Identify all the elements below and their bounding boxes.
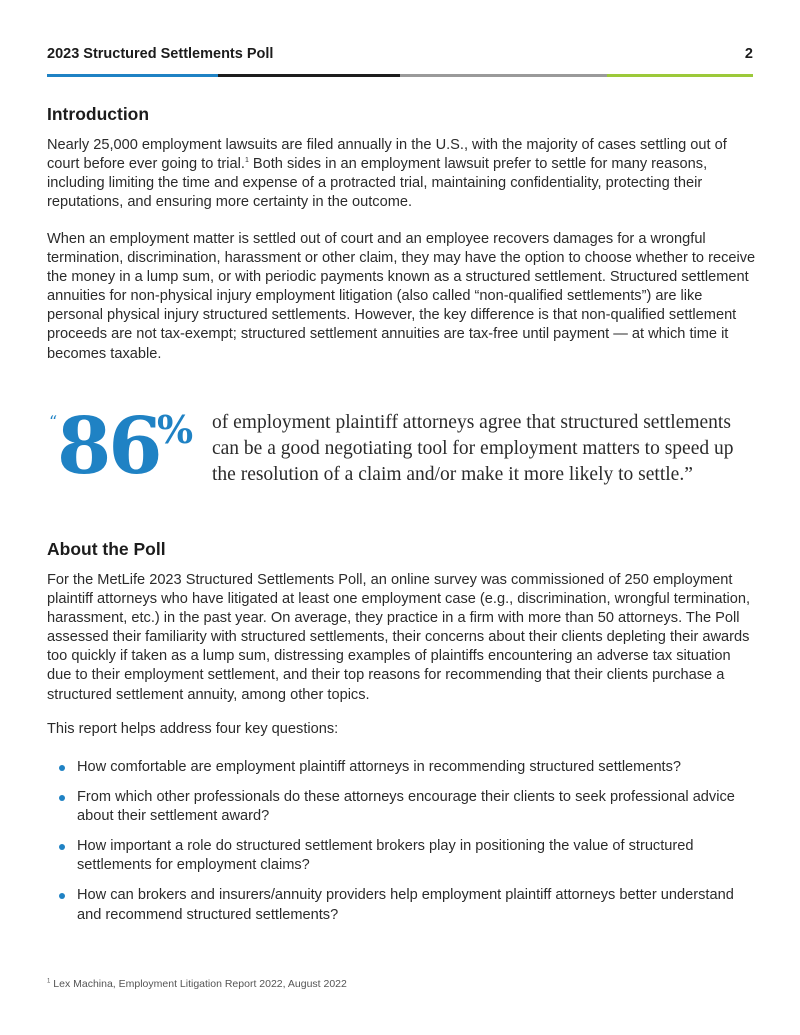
introduction-heading: Introduction bbox=[47, 104, 150, 124]
rule-segment-green bbox=[607, 74, 753, 77]
question-text: How can brokers and insurers/annuity providers help employment plaintiff attorneys better understand and recommend structured settlements? bbox=[77, 887, 734, 923]
intro-p1-text-a: Nearly 25,000 employment lawsuits are filed annually in the U.S., with the majority of cases settling out of court before ever going to trial. bbox=[47, 137, 727, 173]
page-number: 2 bbox=[744, 46, 753, 62]
list-item bbox=[47, 788, 753, 826]
rule-segment-gray bbox=[400, 74, 607, 77]
report-title: 2023 Structured Settlements Poll bbox=[47, 46, 274, 62]
about-paragraph-2: This report helps address four key questions: bbox=[47, 721, 339, 737]
bullet-icon bbox=[59, 765, 65, 771]
introduction-paragraph-1 bbox=[47, 136, 757, 212]
introduction-paragraph-2: When an employment matter is settled out of court and an employee recovers damages for a wrongful termination, discrimination, harassment or other claim, they may have the option to choose whether to receive the money in a lump sum, or with periodic payments known as a structured settlement. Structured settlement annuities for non-physical injury employment litigation (also called “non-qualified settlements”) are like personal physical injury structured settlements. However, the key difference is that non-qualified settlement proceeds are not tax-exempt; structured settlement annuities are tax-free until payment — at which time it becomes taxable. bbox=[47, 231, 756, 362]
bullet-icon bbox=[59, 844, 65, 850]
key-questions-list bbox=[47, 758, 753, 936]
question-text: From which other professionals do these attorneys encourage their clients to seek professional advice about their settlement award? bbox=[77, 789, 735, 825]
stat-number: 86 bbox=[57, 401, 160, 492]
footnote-reference: 1 bbox=[244, 157, 249, 165]
footnote-text: Lex Machina, Employment Litigation Report 2022, August 2022 bbox=[50, 978, 347, 990]
list-item bbox=[47, 886, 753, 924]
question-text: How comfortable are employment plaintiff attorneys in recommending structured settlements? bbox=[77, 759, 682, 775]
footnote bbox=[47, 978, 347, 990]
stat-percent-sign: % bbox=[157, 407, 194, 452]
bullet-icon bbox=[59, 795, 65, 801]
rule-segment-black bbox=[218, 74, 400, 77]
about-paragraph-1: For the MetLife 2023 Structured Settlements Poll, an online survey was commissioned of 250 employment plaintiff attorneys who have litigated at least one employment case (e.g., discrimination, wrongful termination, harassment, etc.) in the past year. On average, they practice in a firm with more than 50 attorneys. The Poll assessed their familiarity with structured settlements, their concerns about their clients depleting their awards too quickly if taken as a lump sum, distressing examples of plaintiffs encountering an adverse tax situation due to their employment settlement, and their top reasons for recommending that their clients purchase a structured settlement annuity, among other topics. bbox=[47, 572, 751, 703]
header-color-rule bbox=[47, 74, 753, 77]
pull-quote bbox=[47, 402, 753, 502]
footnote-marker: 1 bbox=[47, 978, 51, 985]
rule-segment-blue bbox=[47, 74, 218, 77]
pull-quote-text: of employment plaintiff attorneys agree that structured settlements can be a good negotiating tool for employment matters to speed up the resolution of a claim and/or make it more likely to settle.” bbox=[212, 412, 734, 485]
list-item bbox=[47, 837, 753, 875]
intro-p1-text-b: Both sides in an employment lawsuit prefer to settle for many reasons, including limiting the time and expense of a protracted trial, maintaining confidentiality, protecting their reputations, and ensuring more certainty in the outcome. bbox=[47, 156, 708, 211]
list-item bbox=[47, 758, 753, 777]
about-poll-heading: About the Poll bbox=[47, 539, 166, 559]
bullet-icon bbox=[59, 893, 65, 899]
question-text: How important a role do structured settlement brokers play in positioning the value of structured settlements for employment claims? bbox=[77, 838, 694, 874]
quote-open-mark: “ bbox=[49, 412, 58, 431]
page-header bbox=[47, 44, 753, 64]
